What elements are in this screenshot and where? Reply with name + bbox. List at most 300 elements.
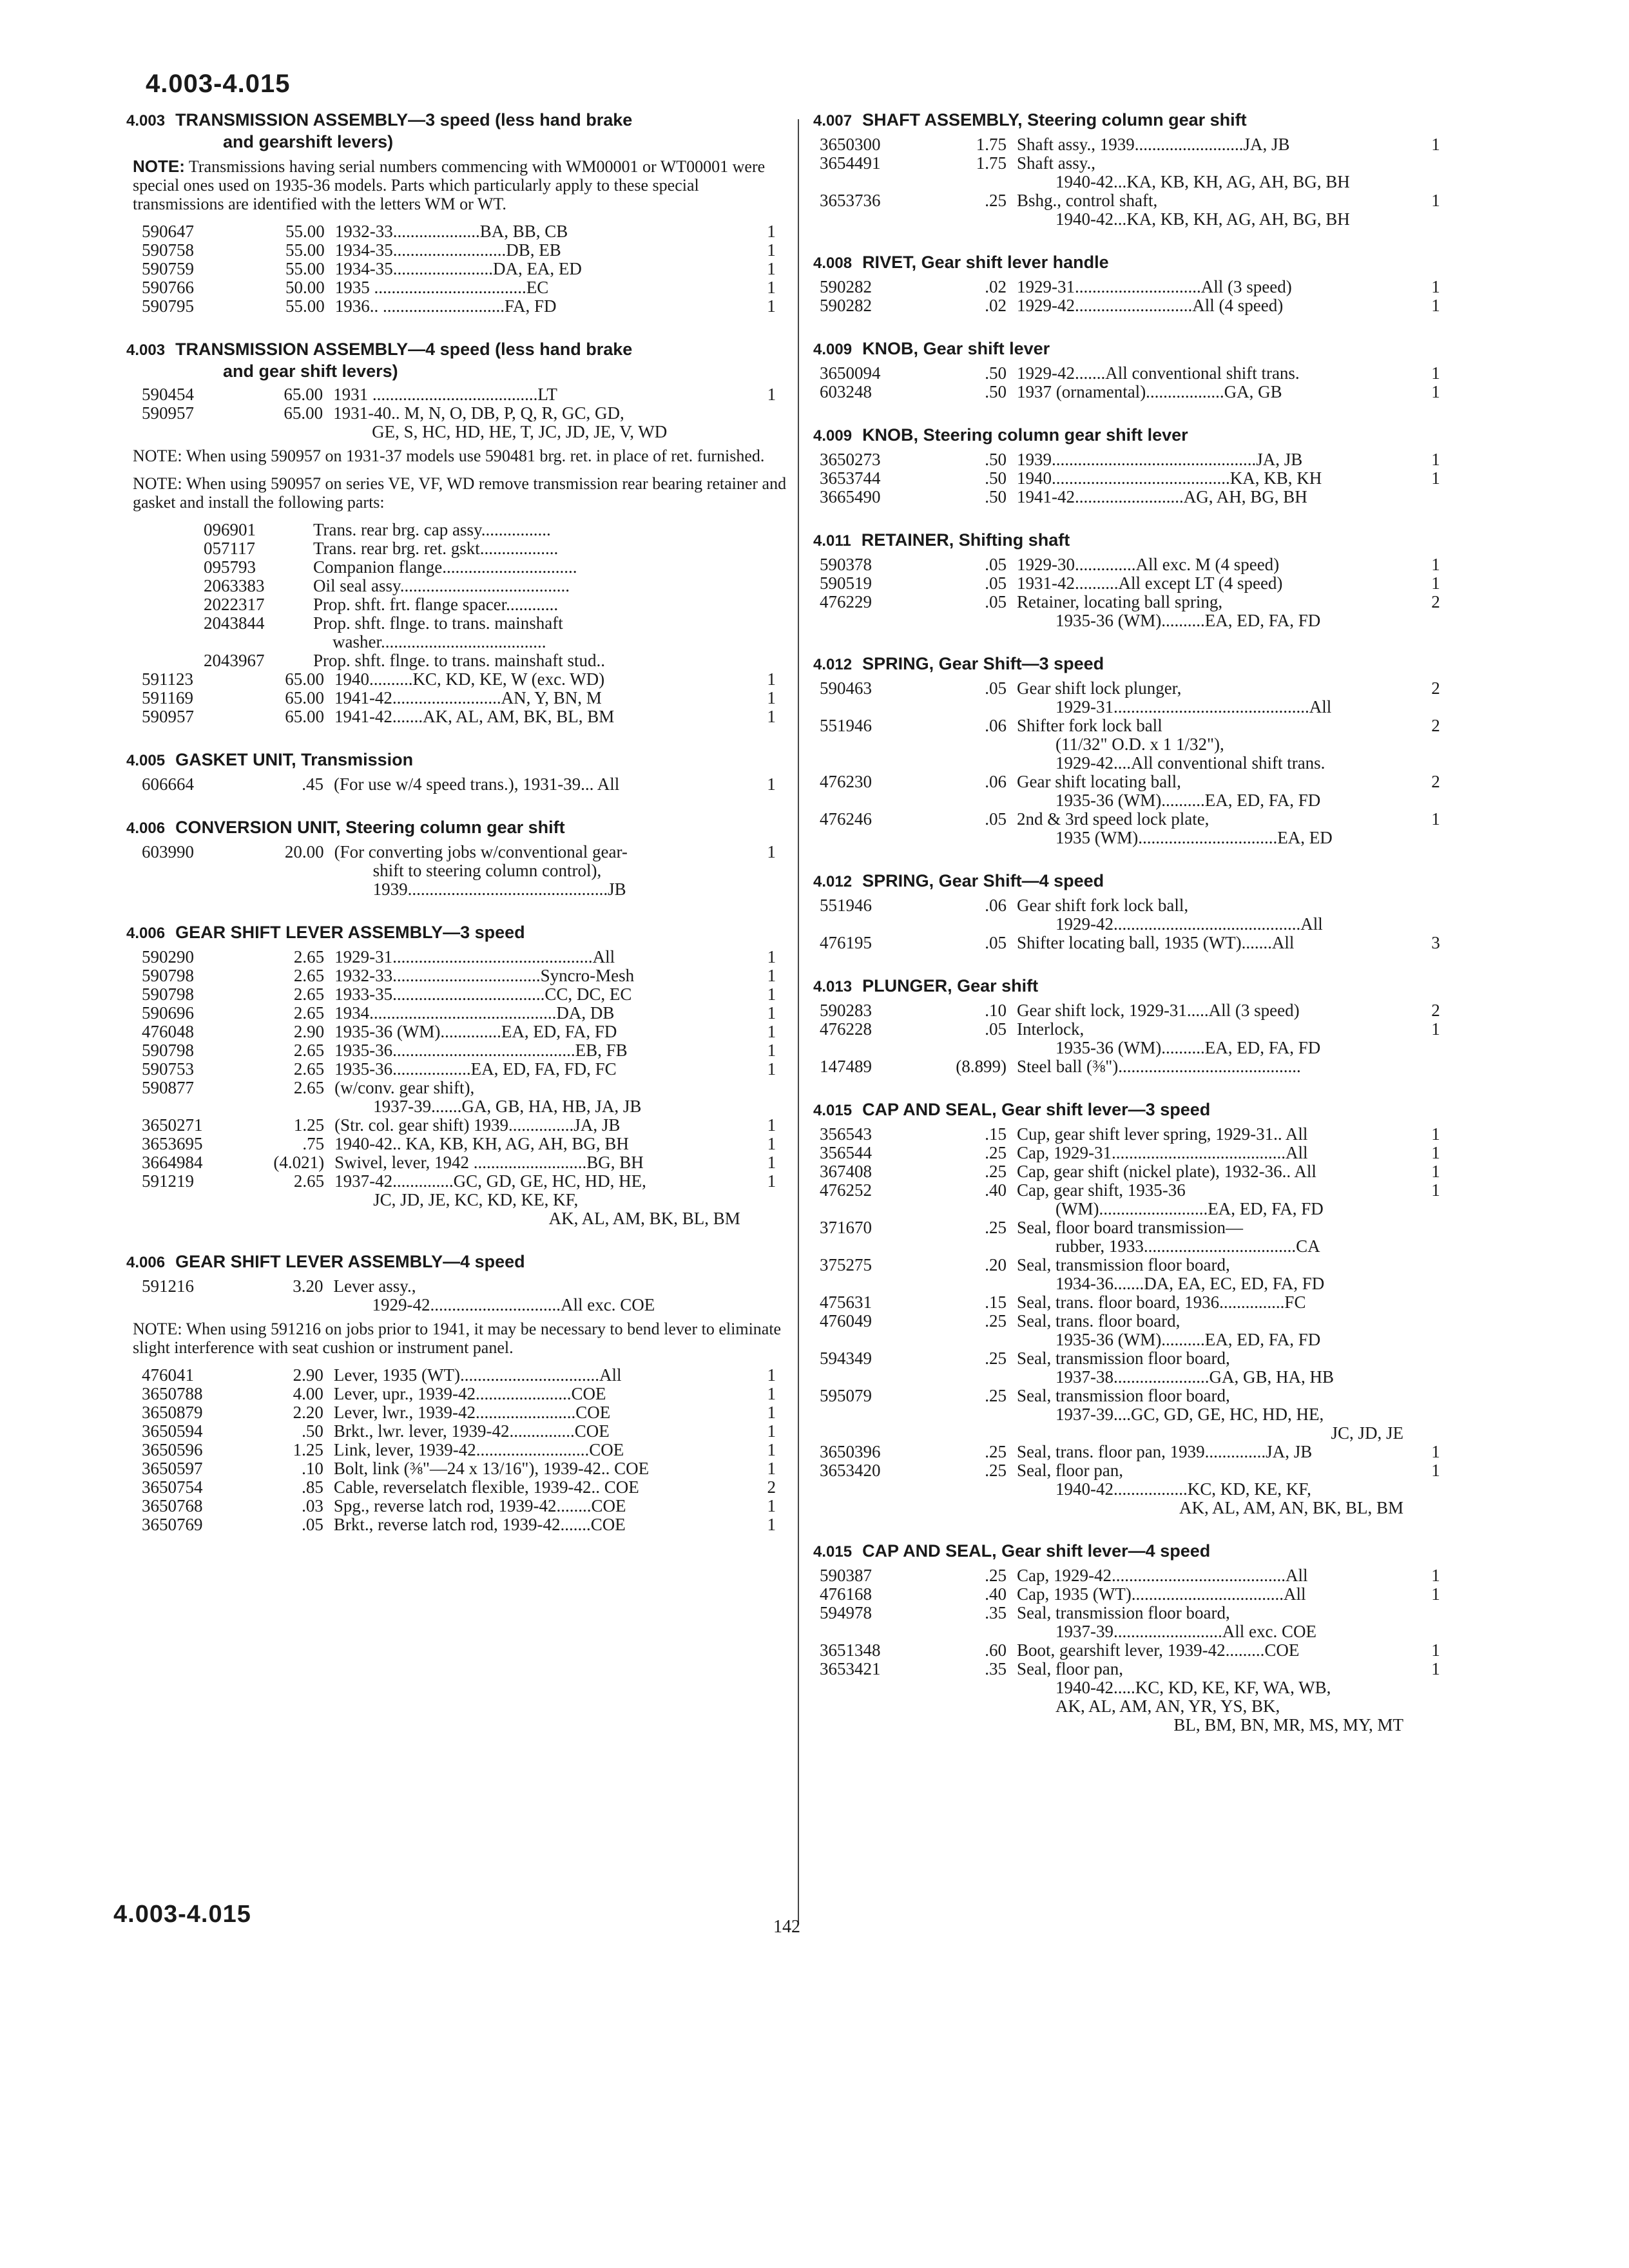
description-line: 1933-35...................................CC, DC, EC: [334, 985, 632, 1004]
part-quantity: 1: [1431, 809, 1440, 829]
section-heading: [813, 1099, 1490, 1121]
section-title: SHAFT ASSEMBLY, Steering column gear shift: [862, 110, 1247, 130]
part-price: .06: [985, 716, 1007, 735]
description-line: 1929-42..............................All exc. COE: [372, 1295, 655, 1314]
part-quantity: 1: [1431, 277, 1440, 296]
part-number: 3654491: [820, 153, 881, 173]
part-price: .06: [985, 772, 1007, 791]
description-line: Lever, 1935 (WT)................................All: [333, 1365, 622, 1385]
part-description: [334, 1459, 753, 1478]
part-price: 1.75: [976, 153, 1007, 173]
section-heading: [126, 817, 790, 839]
parts-row: [813, 555, 1455, 574]
description-line: Steel ball (⅜")..........................................: [1017, 1057, 1301, 1076]
part-price: 4.00: [293, 1384, 323, 1403]
part-number: 3653695: [142, 1134, 203, 1153]
part-number: 551946: [820, 896, 872, 915]
part-quantity: [1416, 1387, 1455, 1443]
part-quantity: 1: [767, 1496, 776, 1515]
parts-row: [126, 1172, 790, 1228]
description-line: shift to steering column control),: [372, 861, 602, 880]
description-line: 1936.. ............................FA, FD: [334, 296, 557, 316]
part-number: 590696: [142, 1003, 194, 1023]
parts-row: [126, 260, 790, 278]
description-line: 1939...............................................JA, JB: [1017, 450, 1303, 469]
parts-row: [126, 1004, 790, 1023]
part-number: 476041: [142, 1365, 194, 1385]
parts-table: [126, 775, 790, 794]
part-description: [334, 1478, 753, 1497]
required-parts-table: [126, 521, 693, 670]
part-number: 594349: [820, 1349, 872, 1368]
part-price: 55.00: [285, 296, 325, 316]
parts-row: [126, 241, 790, 260]
part-description: [1017, 934, 1416, 952]
description-line: 1929-42.......All conventional shift trans.: [1017, 363, 1300, 383]
part-quantity: 1: [1431, 1659, 1440, 1678]
part-description: [1017, 1349, 1416, 1387]
part-price: 2.20: [293, 1403, 323, 1422]
part-quantity: 1: [1431, 382, 1440, 401]
part-quantity: 1: [1431, 1461, 1440, 1480]
part-number: 3650271: [142, 1115, 203, 1135]
parts-table: [126, 385, 790, 441]
parts-row: [813, 593, 1455, 630]
required-part-row: [126, 651, 693, 670]
part-price: 2.65: [293, 966, 325, 985]
part-price: .25: [985, 1442, 1007, 1461]
description-line: Shaft assy.,: [1017, 153, 1095, 173]
part-description: [1017, 810, 1416, 847]
part-number: 590753: [142, 1059, 194, 1079]
part-description: [1017, 1125, 1416, 1144]
parts-row: [126, 1023, 790, 1041]
note-text: Transmissions having serial numbers commencing with WM00001 or WT00001 were special ones used on 1935-36 models. Parts which particularly apply to these special transmissions are identified with the letters WM or WT.: [133, 157, 766, 213]
description-line: rubber, 1933...................................CA: [1055, 1236, 1320, 1256]
section-title: GEAR SHIFT LEVER ASSEMBLY—3 speed: [175, 923, 525, 942]
part-number: 3650300: [820, 135, 881, 154]
part-description: [334, 1023, 753, 1041]
part-quantity: 1: [1431, 363, 1440, 383]
description-line: Shaft assy., 1939.........................JA, JB: [1017, 135, 1290, 154]
part-quantity: 1: [767, 1153, 776, 1172]
part-number: 3650879: [142, 1403, 203, 1422]
part-price: .25: [985, 1218, 1007, 1237]
required-part-row: [126, 614, 693, 633]
part-quantity: 1: [1431, 191, 1440, 210]
part-number: 590759: [142, 259, 194, 278]
part-price: .10: [302, 1459, 323, 1478]
part-description: [335, 297, 753, 316]
section-heading: [813, 975, 1490, 997]
parts-row: [813, 679, 1455, 716]
part-quantity: 1: [767, 1459, 776, 1478]
catalog-section: [813, 530, 1490, 630]
part-number: 147489: [820, 1057, 872, 1076]
section-title: CAP AND SEAL, Gear shift lever—4 speed: [862, 1541, 1211, 1561]
part-quantity: [753, 1079, 790, 1116]
part-description: [1017, 716, 1416, 773]
section-number: 4.006: [126, 925, 166, 942]
section-title: SPRING, Gear Shift—4 speed: [862, 871, 1104, 890]
part-price: .85: [302, 1477, 323, 1497]
part-number: 476195: [820, 933, 872, 952]
part-price: 65.00: [284, 385, 323, 404]
part-price: .25: [985, 1566, 1007, 1585]
part-description: Prop. shft. flnge. to trans. mainshaft: [313, 613, 563, 633]
catalog-section: [813, 110, 1490, 229]
part-description: [1017, 191, 1416, 229]
part-quantity: 1: [1431, 1180, 1440, 1200]
parts-table: [813, 1125, 1455, 1517]
description-line: Cable, reverselatch flexible, 1939-42.. COE: [333, 1477, 639, 1497]
part-price: 1.25: [293, 1115, 325, 1135]
part-quantity: 1: [1431, 1143, 1440, 1162]
parts-row: [813, 1057, 1455, 1076]
parts-table: [126, 670, 790, 726]
section-number: 4.008: [813, 255, 853, 272]
part-quantity: 1: [767, 1003, 776, 1023]
section-heading: [813, 252, 1490, 274]
part-quantity: 1: [767, 1440, 776, 1459]
part-price: .25: [985, 1162, 1007, 1181]
part-number: 591219: [142, 1171, 194, 1191]
part-description: [1017, 1641, 1416, 1660]
part-quantity: 1: [767, 1403, 776, 1422]
description-line: 1940-42.. KA, KB, KH, AG, AH, BG, BH: [334, 1134, 629, 1153]
part-description: [1017, 296, 1416, 315]
part-description: [334, 1004, 753, 1023]
part-price: .60: [985, 1640, 1007, 1660]
part-description: [1017, 1181, 1416, 1218]
parts-row: [813, 1181, 1455, 1218]
part-price: 65.00: [285, 669, 324, 689]
description-line: Link, lever, 1939-42..........................COE: [333, 1440, 624, 1459]
part-description: Trans. rear brg. cap assy................: [313, 520, 551, 539]
part-quantity: 1: [767, 1041, 776, 1060]
part-description: [334, 1041, 753, 1060]
part-description: [1017, 574, 1416, 593]
description-line: 1940..........KC, KD, KE, W (exc. WD): [334, 669, 605, 689]
description-line: 1935-36 (WM)..........EA, ED, FA, FD: [1055, 791, 1321, 810]
parts-row: [126, 1385, 790, 1403]
catalog-section: [813, 975, 1490, 1076]
parts-row: [126, 1497, 790, 1515]
description-line: Boot, gearshift lever, 1939-42.........COE: [1017, 1640, 1300, 1660]
part-price: .50: [985, 450, 1007, 469]
parts-row: [126, 707, 790, 726]
part-price: .50: [985, 363, 1007, 383]
section-note: NOTE: When using 590957 on 1931-37 models use 590481 brg. ret. in place of ret. furnished.: [133, 447, 765, 465]
part-description: [334, 1515, 753, 1534]
part-description: [1017, 1443, 1416, 1461]
part-description: [1017, 679, 1416, 716]
part-price: .40: [985, 1180, 1007, 1200]
part-quantity: [1416, 1604, 1455, 1641]
part-description: [334, 1116, 753, 1135]
parts-row: [813, 1604, 1455, 1641]
part-price: 2.65: [293, 1171, 325, 1191]
part-number: 476252: [820, 1180, 872, 1200]
part-quantity: 1: [767, 707, 776, 726]
section-number: 4.007: [813, 112, 853, 130]
part-price: .05: [985, 1019, 1007, 1039]
page-number: 142: [773, 1917, 800, 1937]
parts-table: [813, 135, 1455, 229]
description-line: Gear shift lock plunger,: [1017, 678, 1182, 698]
parts-table: [126, 1277, 790, 1314]
part-number: 356544: [820, 1143, 872, 1162]
part-description: [1017, 1461, 1416, 1517]
part-description: Prop. shft. frt. flange spacer............: [313, 595, 559, 614]
part-description: washer......................................: [333, 632, 546, 651]
description-line: 1929-42....All conventional shift trans.: [1055, 753, 1325, 773]
parts-row: [813, 1585, 1455, 1604]
part-number: 3665490: [820, 487, 881, 506]
parts-row: [126, 1515, 790, 1534]
parts-row: [813, 1566, 1455, 1585]
part-number: 356543: [820, 1124, 872, 1144]
part-number: 590282: [820, 277, 872, 296]
part-price: 3.20: [293, 1276, 323, 1296]
parts-row: [126, 297, 790, 316]
description-line: (WM).........................EA, ED, FA, FD: [1055, 1199, 1324, 1218]
description-line: GE, S, HC, HD, HE, T, JC, JD, JE, V, WD: [372, 422, 668, 441]
part-quantity: 1: [767, 385, 776, 404]
description-line: 2nd & 3rd speed lock plate,: [1017, 809, 1210, 829]
part-number: 590647: [142, 222, 194, 241]
part-quantity: 1: [767, 1022, 776, 1041]
description-line: 1929-31.............................................All: [1055, 697, 1332, 716]
part-number: 476168: [820, 1584, 872, 1604]
description-line: Lever, lwr., 1939-42.......................COE: [333, 1403, 611, 1422]
part-description: [1017, 1020, 1416, 1057]
description-line: Seal, floor pan,: [1017, 1461, 1123, 1480]
section-number: 4.011: [813, 532, 851, 550]
description-line: 1937 (ornamental)..................GA, GB: [1017, 382, 1282, 401]
parts-row: [813, 1312, 1455, 1349]
part-description: [1017, 450, 1416, 469]
part-number: 3653420: [820, 1461, 881, 1480]
section-number: 4.015: [813, 1102, 853, 1119]
part-price: 2.65: [293, 1041, 325, 1060]
parts-table: [813, 364, 1455, 401]
part-price: .35: [985, 1603, 1007, 1622]
parts-row: [813, 716, 1455, 773]
catalog-section: [126, 749, 790, 794]
part-description: [1017, 1057, 1416, 1076]
description-line: Gear shift fork lock ball,: [1017, 896, 1189, 915]
note-label: NOTE:: [133, 157, 185, 176]
parts-row: [126, 1459, 790, 1478]
part-number: 476230: [820, 772, 872, 791]
part-number: 590957: [142, 403, 194, 423]
part-number: 595079: [820, 1386, 872, 1405]
part-number: 3653736: [820, 191, 881, 210]
description-line: 1940-42.................KC, KD, KE, KF,: [1055, 1479, 1311, 1499]
part-description: [1017, 1293, 1416, 1312]
part-quantity: [753, 404, 790, 441]
part-description: [334, 948, 753, 966]
parts-table: [126, 843, 790, 899]
part-price: .25: [985, 1386, 1007, 1405]
catalog-section: [126, 110, 790, 316]
part-quantity: 1: [767, 842, 776, 861]
part-number: 476048: [142, 1022, 194, 1041]
part-number: 3664984: [142, 1153, 203, 1172]
description-line: Bshg., control shaft,: [1017, 191, 1158, 210]
parts-row: [813, 1020, 1455, 1057]
section-title: KNOB, Gear shift lever: [862, 339, 1050, 358]
parts-table: [813, 555, 1455, 630]
part-number: 476049: [820, 1311, 872, 1331]
part-price: .15: [985, 1293, 1007, 1312]
part-description: Companion flange...............................: [313, 557, 577, 577]
required-part-row: [126, 595, 693, 614]
part-price: .05: [985, 678, 1007, 698]
parts-row: [813, 1125, 1455, 1144]
required-part-row: [126, 539, 693, 558]
description-line: Seal, transmission floor board,: [1017, 1386, 1230, 1405]
description-line: 1935-36 (WM)..........EA, ED, FA, FD: [1055, 611, 1321, 630]
part-price: 2.65: [293, 1003, 325, 1023]
parts-row: [126, 843, 790, 899]
parts-row: [126, 1366, 790, 1385]
part-price: 2.90: [293, 1365, 323, 1385]
part-number: 606664: [142, 774, 194, 794]
parts-row: [126, 1441, 790, 1459]
page-range-header-top: 4.003-4.015: [146, 70, 291, 98]
description-line: Interlock,: [1017, 1019, 1084, 1039]
description-line: 1940-42.....KC, KD, KE, KF, WA, WB,: [1055, 1678, 1331, 1697]
part-quantity: [1416, 1349, 1455, 1387]
part-price: 1.75: [976, 135, 1007, 154]
part-description: [1017, 1312, 1416, 1349]
parts-row: [126, 1478, 790, 1497]
description-line: Seal, floor board transmission—: [1017, 1218, 1243, 1237]
part-description: [1017, 1660, 1416, 1735]
part-description: [333, 385, 753, 404]
section-heading: [126, 922, 790, 944]
part-price: 2.65: [293, 947, 325, 966]
part-number: 3650768: [142, 1496, 203, 1515]
part-price: 65.00: [285, 688, 324, 707]
part-description: [334, 985, 753, 1004]
part-number: 590795: [142, 296, 194, 316]
part-number: 367408: [820, 1162, 872, 1181]
column-divider: [798, 119, 799, 1923]
part-quantity: 1: [767, 1515, 776, 1534]
catalog-section: [813, 870, 1490, 952]
part-number: 590378: [820, 555, 872, 574]
part-price: .02: [985, 277, 1007, 296]
parts-row: [813, 1293, 1455, 1312]
part-description: [335, 241, 753, 260]
description-line: Seal, transmission floor board,: [1017, 1255, 1230, 1274]
part-number: 2043967: [204, 651, 265, 670]
required-part-row: [126, 558, 693, 577]
description-line: 1937-39.........................All exc. COE: [1055, 1622, 1316, 1641]
part-quantity: 1: [1431, 135, 1440, 154]
part-quantity: 1: [767, 222, 776, 241]
part-description: [1017, 1585, 1416, 1604]
description-line: Spg., reverse latch rod, 1939-42........COE: [333, 1496, 626, 1515]
part-price: 55.00: [285, 259, 325, 278]
part-quantity: 1: [767, 278, 776, 297]
parts-row: [126, 966, 790, 985]
part-quantity: 1: [767, 1059, 776, 1079]
description-line: 1934-36.......DA, EA, EC, ED, FA, FD: [1055, 1274, 1325, 1293]
part-number: 594978: [820, 1603, 872, 1622]
parts-row: [813, 469, 1455, 488]
section-heading: [813, 110, 1490, 131]
part-number: [126, 633, 313, 651]
description-line: 1937-42..............GC, GD, GE, HC, HD, HE,: [334, 1171, 646, 1191]
part-quantity: 1: [767, 1171, 776, 1191]
part-price: .25: [985, 1461, 1007, 1480]
description-line: AK, AL, AM, AN, YR, YS, BK,: [1055, 1696, 1280, 1716]
part-quantity: 2: [1431, 1001, 1440, 1020]
part-quantity: 2: [1431, 772, 1440, 791]
part-quantity: 1: [767, 669, 776, 689]
part-number: 3650594: [142, 1421, 203, 1441]
part-quantity: 1: [767, 1421, 776, 1441]
description-line: Lever assy.,: [333, 1276, 416, 1296]
parts-row: [813, 278, 1455, 296]
parts-row: [813, 1218, 1455, 1256]
description-line: Gear shift locating ball,: [1017, 772, 1181, 791]
part-price: .05: [302, 1515, 323, 1534]
part-number: 3650754: [142, 1477, 203, 1497]
part-quantity: 1: [1431, 1124, 1440, 1144]
parts-row: [813, 364, 1455, 383]
part-description: [1017, 1218, 1416, 1256]
part-number: 2043844: [204, 613, 265, 633]
section-title: KNOB, Steering column gear shift lever: [862, 425, 1188, 445]
part-price: .25: [985, 1311, 1007, 1331]
part-quantity: 2: [767, 1477, 776, 1497]
description-line: (11/32" O.D. x 1 1/32"),: [1055, 735, 1224, 754]
parts-row: [126, 670, 790, 689]
part-number: 375275: [820, 1255, 872, 1274]
required-part-row: [126, 633, 693, 651]
description-line: AK, AL, AM, BK, BL, BM: [548, 1209, 740, 1228]
part-number: 3650596: [142, 1440, 203, 1459]
part-number: 590290: [142, 947, 194, 966]
parts-row: [813, 810, 1455, 847]
catalog-section: [813, 338, 1490, 401]
required-part-row: [126, 521, 693, 539]
section-number: 4.005: [126, 752, 166, 769]
description-line: Seal, transmission floor board,: [1017, 1349, 1230, 1368]
parts-row: [813, 1144, 1455, 1162]
part-quantity: 1: [1431, 1640, 1440, 1660]
catalog-section: [126, 1251, 790, 1534]
part-quantity: 1: [767, 947, 776, 966]
part-description: [334, 1060, 753, 1079]
parts-row: [126, 948, 790, 966]
part-number: 590454: [142, 385, 194, 404]
parts-table: [813, 896, 1455, 952]
part-description: [1017, 469, 1416, 488]
part-number: 476246: [820, 809, 872, 829]
part-number: 3651348: [820, 1640, 881, 1660]
part-number: 590766: [142, 278, 194, 297]
parts-row: [126, 1422, 790, 1441]
description-line: (Str. col. gear shift) 1939...............JA, JB: [334, 1115, 621, 1135]
part-price: .25: [985, 1349, 1007, 1368]
part-price: .25: [985, 191, 1007, 210]
